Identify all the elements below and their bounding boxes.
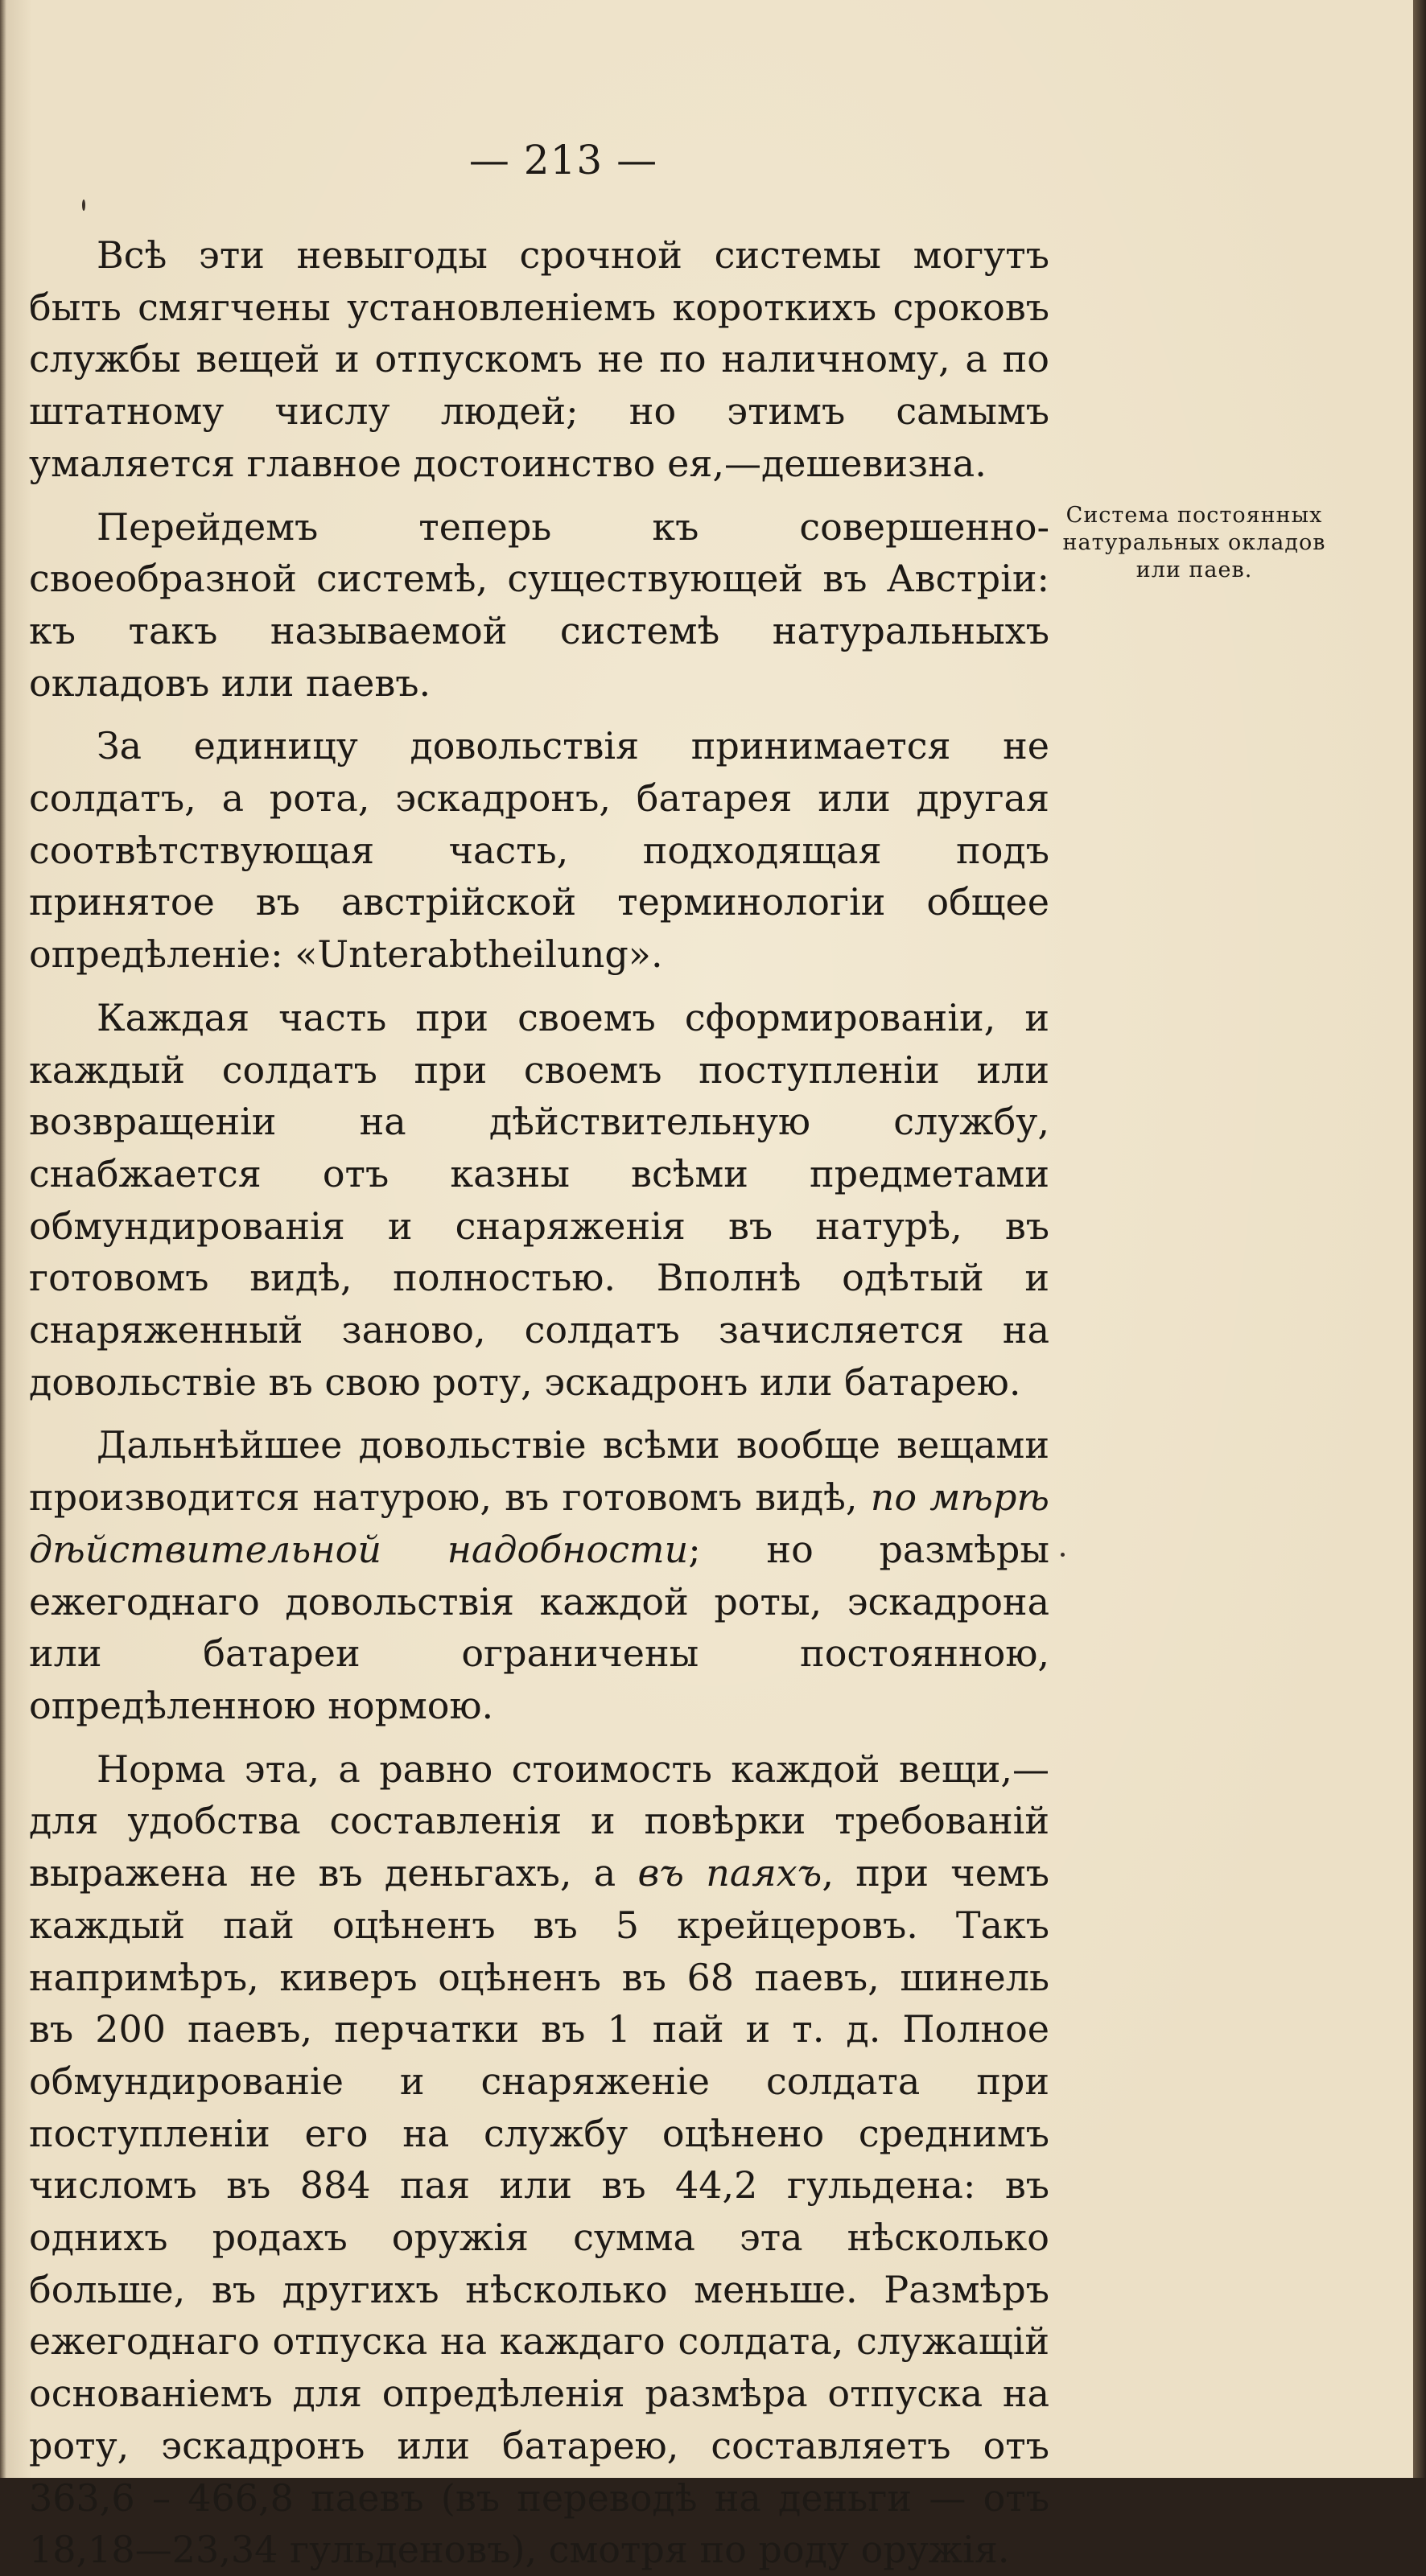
paragraph-3 (29, 720, 1049, 981)
paragraph-text: Дальнѣйшее довольствіе всѣми вообще вещами производится натурою, въ готовомъ видѣ, (29, 1423, 1049, 1520)
print-speck (1061, 1553, 1065, 1557)
paragraph-text: Всѣ эти невыгоды срочной системы могутъ быть смягчены установленіемъ короткихъ сроковъ службы вещей и отпускомъ не по наличному, а по штатному числу людей; но этимъ самымъ умаляется главное достоинство ея,—дешевизна. (29, 233, 1049, 485)
italic-phrase: по мѣрѣ дѣйствительной надобности (29, 1475, 1049, 1571)
paragraph-6 (29, 1743, 1049, 2576)
page-number: — 213 — (468, 137, 658, 183)
paragraph-text: ; но размѣры ежегоднаго довольствія каждой роты, эскадрона или батареи ограничены постоянною, опредѣленною нормою. (29, 1527, 1049, 1727)
paragraph-text: , при чемъ каждый пай оцѣненъ въ 5 крейцеровъ. Такъ напримѣръ, киверъ оцѣненъ въ 68 паевъ, шинель въ 200 паевъ, перчатки въ 1 пай и т. д. Полное обмундированіе и снаряженіе солдата при поступленіи его на службу оцѣнено среднимъ числомъ въ 884 пая или въ 44,2 гульдена: въ однихъ родахъ оружія сумма эта нѣсколько больше, въ другихъ нѣсколько меньше. Размѣръ ежегоднаго отпуска на каждаго солдата, служащій основаніемъ для опредѣленія размѣра отпуска на роту, эскадронъ или батарею, составляетъ отъ 363,6 – 466,8 паевъ (въ переводѣ на деньги — отъ 18,18—23,34 гульденовъ), смотря по роду оружія. (29, 1851, 1049, 2572)
paragraph-text: Перейдемъ теперь къ совершенно-своеобразной системѣ, существующей въ Австріи: къ такъ называемой системѣ натуральныхъ окладовъ или паевъ. (29, 504, 1049, 705)
paragraph-4 (29, 992, 1049, 1409)
body-text (29, 229, 1049, 2576)
paragraph-text: Норма эта, а равно стоимость каждой вещи,—для удобства составленія и повѣрки требованій выражена не въ деньгахъ, а (29, 1747, 1049, 1895)
paragraph-text: За единицу довольствія принимается не солдатъ, а рота, эскадронъ, батарея или другая соотвѣтствующая часть, подходящая подъ принятое въ австрійской терминологіи общее опредѣленіе: «Unterabtheilung». (29, 724, 1049, 977)
print-speck (82, 200, 85, 211)
paragraph-2 (29, 501, 1049, 710)
paragraph-5 (29, 1419, 1049, 1731)
italic-phrase: въ паяхъ (637, 1851, 822, 1895)
page-left-edge (0, 0, 6, 2478)
paragraph-1 (29, 229, 1049, 490)
margin-note: Система постоянных натуральных окладов или паев. (1062, 503, 1326, 582)
paragraph-text: Каждая часть при своемъ сформированіи, и каждый солдатъ при своемъ поступленіи или возвращеніи на дѣйствительную службу, снабжается отъ казны всѣми предметами обмундированія и снаряженія въ натурѣ, въ готовомъ видѣ, полностью. Вполнѣ одѣтый и снаряженный заново, солдатъ зачисляется на довольствіе въ свою роту, эскадронъ или батарею. (29, 995, 1049, 1404)
page-right-edge (1413, 0, 1426, 2478)
